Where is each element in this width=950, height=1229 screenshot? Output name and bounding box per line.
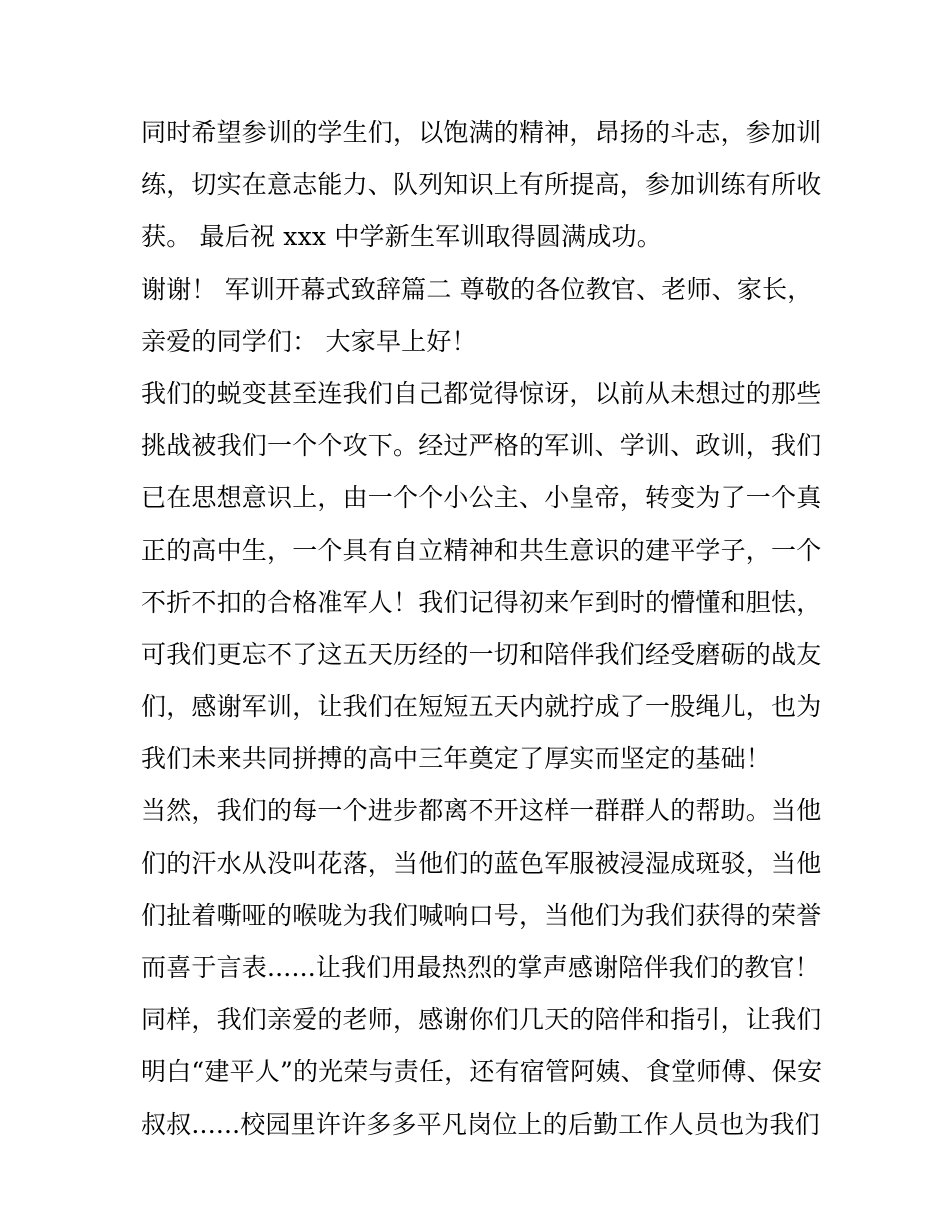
text-line: 们扯着嘶哑的喉咙为我们喊响口号，当他们为我们获得的荣誉	[141, 900, 822, 930]
text-line: 练，切实在意志能力、队列知识上有所提高，参加训练有所收	[141, 170, 822, 200]
text-line: 当然，我们的每一个进步都离不开这样一群群人的帮助。当他	[141, 796, 822, 826]
text-line: 获。 最后祝 xxx 中学新生军训取得圆满成功。	[141, 222, 662, 252]
text-line: 同时希望参训的学生们，以饱满的精神，昂扬的斗志，参加训	[141, 118, 822, 147]
body-text	[141, 107, 821, 1151]
text-line: 们的汗水从没叫花落，当他们的蓝色军服被浸湿成斑驳，当他	[141, 848, 822, 878]
text-line: 正的高中生，一个具有自立精神和共生意识的建平学子，一个	[141, 535, 822, 565]
text-line: 不折不扣的合格准军人！我们记得初来乍到时的懵懂和胆怯，	[141, 587, 822, 617]
text-line: 我们未来共同拼搏的高中三年奠定了厚实而坚定的基础！	[141, 744, 772, 774]
text-line: 已在思想意识上，由一个个小公主、小皇帝，转变为了一个真	[141, 483, 822, 513]
text-line: 谢谢！ 军训开幕式致辞篇二 尊敬的各位教官、老师、家长，	[141, 274, 813, 304]
text-line: 挑战被我们一个个攻下。经过严格的军训、学训、政训，我们	[141, 431, 822, 461]
text-line: 而喜于言表......让我们用最热烈的掌声感谢陪伴我们的教官！	[141, 953, 820, 982]
text-line: 们，感谢军训，让我们在短短五天内就拧成了一股绳儿，也为	[141, 692, 822, 722]
text-line: 同样，我们亲爱的老师，感谢你们几天的陪伴和指引，让我们	[141, 1005, 822, 1035]
text-line: 可我们更忘不了这五天历经的一切和陪伴我们经受磨砺的战友	[141, 639, 822, 669]
text-line: 我们的蜕变甚至连我们自己都觉得惊讶，以前从未想过的那些	[141, 378, 822, 408]
text-line: 叔叔......校园里许许多多平凡岗位上的后勤工作人员也为我们	[141, 1109, 820, 1139]
text-line: 明白“建平人”的光荣与责任，还有宿管阿姨、食堂师傅、保安	[141, 1057, 823, 1087]
text-line: 亲爱的同学们： 大家早上好！	[141, 326, 477, 356]
